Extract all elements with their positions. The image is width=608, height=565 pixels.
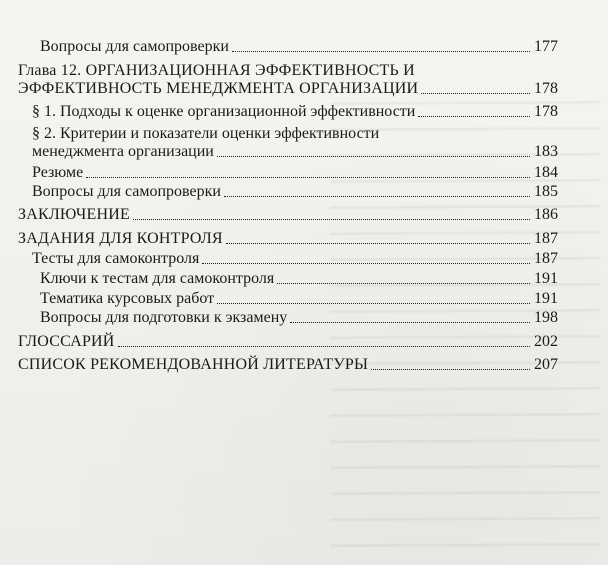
dot-leader [232, 51, 530, 52]
toc-entry-page: 207 [534, 356, 558, 373]
toc-entry [32, 164, 558, 182]
toc-entry [40, 270, 558, 288]
dot-leader [217, 156, 530, 157]
toc-entry [40, 38, 558, 56]
toc-entry-page: 185 [534, 183, 558, 200]
toc-entry-title: ЗАДАНИЯ ДЛЯ КОНТРОЛЯ [18, 230, 223, 247]
toc-entry [32, 143, 558, 161]
toc-entry [32, 103, 558, 121]
toc-entry-title: Вопросы для подготовки к экзамену [40, 309, 288, 326]
chapter-heading-line-1: Глава 12. ОРГАНИЗАЦИОННАЯ ЭФФЕКТИВНОСТЬ И [18, 62, 415, 79]
toc-entry-top-level [18, 206, 558, 224]
toc-entry-page: 184 [534, 164, 558, 181]
toc-entry-title: СПИСОК РЕКОМЕНДОВАННОЙ ЛИТЕРАТУРЫ [18, 356, 369, 373]
toc-entry-title: Тематика курсовых работ [40, 290, 215, 307]
toc-entry-title: Резюме [32, 164, 84, 181]
toc-entry-title: Тесты для самоконтроля [32, 250, 200, 267]
dot-leader [224, 196, 530, 197]
toc-entry-title: ГЛОССАРИЙ [18, 333, 115, 350]
toc-entry-page: 177 [534, 38, 558, 55]
toc-entry-title: Вопросы для самопроверки [32, 183, 221, 200]
toc-entry-page: 183 [534, 143, 558, 160]
dot-leader [226, 243, 530, 244]
dot-leader [86, 177, 530, 178]
toc-entry [40, 290, 558, 308]
dot-leader [202, 263, 530, 264]
toc-entry [32, 183, 558, 201]
toc-entry-page: 178 [534, 80, 558, 97]
toc-entry-page: 191 [534, 290, 558, 307]
dot-leader [118, 346, 530, 347]
toc-entry-title: ЗАКЛЮЧЕНИЕ [18, 206, 130, 223]
toc-entry-page: 178 [534, 103, 558, 120]
dot-leader [277, 283, 530, 284]
toc-entry-title: Ключи к тестам для самоконтроля [40, 270, 275, 287]
toc-entry-top-level [18, 333, 558, 351]
toc-entry [40, 309, 558, 327]
toc-entry-title: ЭФФЕКТИВНОСТЬ МЕНЕДЖМЕНТА ОРГАНИЗАЦИИ [18, 80, 419, 97]
toc-entry-page: 191 [534, 270, 558, 287]
dot-leader [133, 219, 530, 220]
toc-entry-top-level [18, 230, 558, 248]
toc-entry-title: Вопросы для самопроверки [40, 38, 229, 55]
toc-entry-page: 187 [534, 230, 558, 247]
section-heading-line-1: § 2. Критерии и показатели оценки эффективности [32, 125, 380, 142]
toc-entry-title: § 1. Подходы к оценке организационной эффективности [32, 103, 416, 120]
toc-entry-page: 187 [534, 250, 558, 267]
toc-entry [32, 250, 558, 268]
toc-entry-chapter [18, 80, 558, 98]
toc-entry-top-level [18, 356, 558, 374]
dot-leader [421, 93, 530, 94]
dot-leader [290, 322, 530, 323]
dot-leader [371, 369, 530, 370]
toc-entry-page: 186 [534, 206, 558, 223]
toc-entry-page: 202 [534, 333, 558, 350]
dot-leader [418, 116, 530, 117]
toc-entry-page: 198 [534, 309, 558, 326]
toc-entry-title: менеджмента организации [32, 143, 214, 160]
dot-leader [217, 303, 530, 304]
